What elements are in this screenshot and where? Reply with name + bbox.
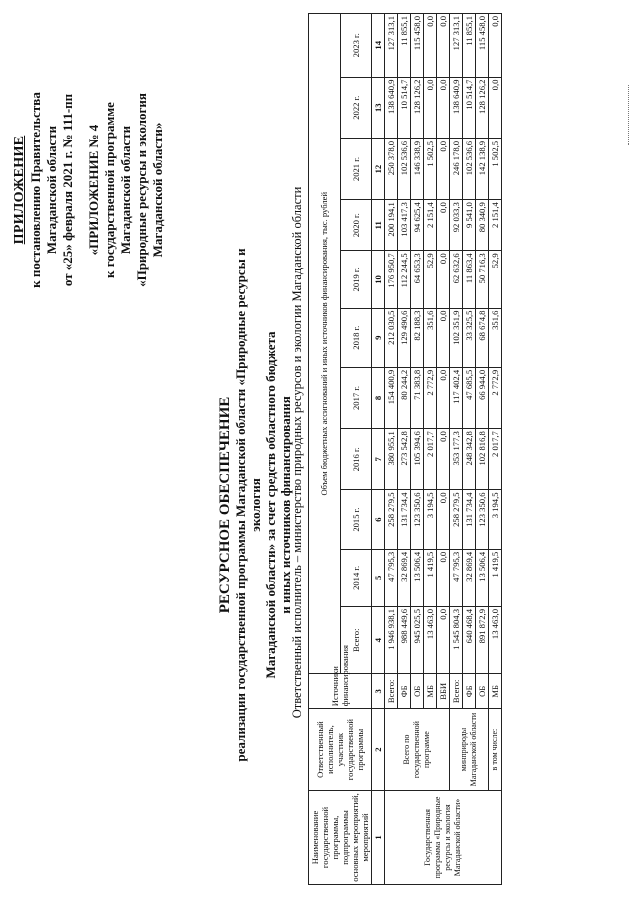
year-value-cell: 0,0: [437, 549, 450, 606]
column-number-row: [372, 14, 385, 885]
year-value-cell: 2 017,7: [424, 429, 437, 490]
title-line: Магаданской области» за счет средств областного бюджета: [263, 331, 278, 679]
year-value-cell: 47 685,5: [463, 367, 476, 428]
year-value-cell: 9 541,0: [463, 200, 476, 251]
total-cell: 891 872,9: [476, 607, 489, 674]
year-value-cell: 131 734,4: [463, 490, 476, 549]
header-year: 2019 г.: [340, 251, 372, 308]
appendix4-title: «ПРИЛОЖЕНИЕ № 4: [86, 124, 101, 256]
header-year: 2017 г.: [340, 367, 372, 428]
responsible-executor: Ответственный исполнитель – министерство природных ресурсов и экологии Магаданской области: [290, 186, 304, 719]
total-cell: 0,0: [437, 607, 450, 674]
source-cell: МБ: [489, 674, 502, 709]
column-number: 12: [372, 138, 385, 199]
header-volume: Объем бюджетных ассигнований и иных источников финансирования, тыс. рублей: [309, 14, 341, 674]
year-value-cell: 0,0: [489, 77, 502, 138]
column-number: 7: [372, 429, 385, 490]
year-value-cell: 154 400,9: [385, 367, 398, 428]
year-value-cell: 80 340,9: [476, 200, 489, 251]
year-value-cell: 102 536,6: [463, 138, 476, 199]
year-value-cell: 10 514,7: [398, 77, 411, 138]
column-number: 4: [372, 607, 385, 674]
year-value-cell: 273 542,8: [398, 429, 411, 490]
year-value-cell: 127 313,1: [385, 14, 398, 78]
year-value-cell: 0,0: [437, 138, 450, 199]
column-number: 13: [372, 77, 385, 138]
source-cell: МБ: [424, 674, 437, 709]
year-value-cell: 123 350,6: [476, 490, 489, 549]
decree-date-line: от «25» февраля 2021 г. № 111-пп: [60, 93, 75, 287]
column-number: 5: [372, 549, 385, 606]
year-value-cell: 138 640,9: [385, 77, 398, 138]
year-value-cell: 2 017,7: [489, 429, 502, 490]
header-year: 2015 г.: [340, 490, 372, 549]
year-value-cell: 128 126,2: [411, 77, 424, 138]
year-value-cell: 103 417,3: [398, 200, 411, 251]
year-value-cell: 0,0: [437, 429, 450, 490]
column-number: 6: [372, 490, 385, 549]
year-value-cell: 127 313,1: [450, 14, 463, 78]
year-value-cell: 13 506,4: [476, 549, 489, 606]
column-number: 1: [372, 790, 385, 884]
decree-line: к постановлению Правительства: [28, 92, 43, 288]
year-value-cell: 250 378,0: [385, 138, 398, 199]
appendix4-line: к государственной программе: [102, 102, 117, 278]
year-value-cell: 0,0: [424, 14, 437, 78]
group-incl-cell: в том числе:: [489, 709, 502, 791]
year-value-cell: 0,0: [437, 367, 450, 428]
source-cell: Всего:: [385, 674, 398, 709]
appendix4-line: Магаданской области»: [150, 122, 165, 258]
header-year: 2022 г.: [340, 77, 372, 138]
header-total: Всего:: [340, 607, 372, 674]
year-value-cell: 117 402,4: [450, 367, 463, 428]
year-value-cell: 102 816,8: [476, 429, 489, 490]
year-value-cell: 50 716,3: [476, 251, 489, 308]
year-value-cell: 123 350,6: [411, 490, 424, 549]
source-cell: ФБ: [463, 674, 476, 709]
year-value-cell: 94 625,4: [411, 200, 424, 251]
source-cell: ВБИ: [437, 674, 450, 709]
year-value-cell: 351,6: [489, 308, 502, 367]
year-value-cell: 11 863,4: [463, 251, 476, 308]
source-cell: Всего:: [450, 674, 463, 709]
column-number: 2: [372, 709, 385, 791]
table-row: [385, 14, 398, 885]
source-cell: ФБ: [398, 674, 411, 709]
year-value-cell: 32 869,4: [463, 549, 476, 606]
year-value-cell: 131 734,4: [398, 490, 411, 549]
year-value-cell: 47 795,3: [450, 549, 463, 606]
header-year: 2014 г.: [340, 549, 372, 606]
year-value-cell: 62 632,6: [450, 251, 463, 308]
year-value-cell: 258 279,5: [385, 490, 398, 549]
year-value-cell: 146 338,9: [411, 138, 424, 199]
year-value-cell: 10 514,7: [463, 77, 476, 138]
year-value-cell: 71 383,8: [411, 367, 424, 428]
total-cell: 988 449,6: [398, 607, 411, 674]
appendix4-line: Магаданской области: [118, 125, 133, 255]
year-value-cell: 3 194,5: [489, 490, 502, 549]
year-value-cell: 115 458,0: [411, 14, 424, 78]
column-number: 9: [372, 308, 385, 367]
column-number: 10: [372, 251, 385, 308]
year-value-cell: 1 502,5: [424, 138, 437, 199]
year-value-cell: 3 194,5: [424, 490, 437, 549]
year-value-cell: 176 950,7: [385, 251, 398, 308]
header-year: 2020 г.: [340, 200, 372, 251]
year-value-cell: 2 772,9: [489, 367, 502, 428]
year-value-cell: 0,0: [437, 251, 450, 308]
year-value-cell: 351,6: [424, 308, 437, 367]
header-executor: Ответственный исполнитель, участник государственной программы: [309, 709, 372, 791]
column-number: 3: [372, 674, 385, 709]
group-ministry-cell: минприроды Магаданской области: [450, 709, 489, 791]
year-value-cell: 1 502,5: [489, 138, 502, 199]
year-value-cell: 66 944,0: [476, 367, 489, 428]
year-value-cell: 246 178,0: [450, 138, 463, 199]
year-value-cell: 1 419,5: [424, 549, 437, 606]
total-cell: 1 946 938,1: [385, 607, 398, 674]
header-year: 2018 г.: [340, 308, 372, 367]
year-value-cell: 0,0: [437, 77, 450, 138]
year-value-cell: 11 855,1: [398, 14, 411, 78]
title-line: и иных источников финансирования: [278, 396, 293, 614]
year-value-cell: 1 419,5: [489, 549, 502, 606]
table-row: [450, 14, 463, 885]
decree-line: Магаданской области: [44, 125, 59, 255]
year-value-cell: 0,0: [489, 14, 502, 78]
source-cell: ОБ: [411, 674, 424, 709]
year-value-cell: 52,9: [489, 251, 502, 308]
year-value-cell: 0,0: [437, 200, 450, 251]
year-value-cell: 68 674,8: [476, 308, 489, 367]
total-cell: 13 463,0: [489, 607, 502, 674]
header-source: Источники финансирования: [309, 674, 372, 709]
total-cell: 945 025,5: [411, 607, 424, 674]
year-value-cell: 248 342,8: [463, 429, 476, 490]
title-line: реализации государственной программы Магаданской области «Природные ресурсы и экология: [233, 248, 263, 762]
year-value-cell: 2 151,4: [489, 200, 502, 251]
column-number: 8: [372, 367, 385, 428]
year-value-cell: 11 855,1: [463, 14, 476, 78]
year-value-cell: 200 194,1: [385, 200, 398, 251]
table-row: [489, 14, 502, 885]
year-value-cell: 258 279,5: [450, 490, 463, 549]
year-value-cell: 212 030,5: [385, 308, 398, 367]
year-value-cell: 82 188,3: [411, 308, 424, 367]
year-value-cell: 2 151,4: [424, 200, 437, 251]
group-total-cell: Всего по государственной программе: [385, 709, 450, 791]
title-main: РЕСУРСНОЕ ОБЕСПЕЧЕНИЕ: [217, 396, 233, 614]
footer-mark: [628, 85, 630, 145]
year-value-cell: 32 869,4: [398, 549, 411, 606]
year-value-cell: 0,0: [437, 14, 450, 78]
year-value-cell: 52,9: [424, 251, 437, 308]
year-value-cell: 129 490,6: [398, 308, 411, 367]
header-year: 2023 г.: [340, 14, 372, 78]
column-number: 14: [372, 14, 385, 78]
year-value-cell: 33 325,5: [463, 308, 476, 367]
year-value-cell: 353 177,3: [450, 429, 463, 490]
year-value-cell: 0,0: [424, 77, 437, 138]
year-value-cell: 380 955,1: [385, 429, 398, 490]
header-year: 2016 г.: [340, 429, 372, 490]
decree-header: [12, 60, 166, 320]
year-value-cell: 0,0: [437, 490, 450, 549]
header-year: 2021 г.: [340, 138, 372, 199]
document-title: [218, 225, 293, 785]
year-value-cell: 80 244,2: [398, 367, 411, 428]
program-name-cell: Государственная программа «Природные ресурсы и экология Магаданской области»: [385, 790, 502, 884]
total-cell: 640 468,4: [463, 607, 476, 674]
appendix4-line: «Природные ресурсы и экология: [134, 93, 149, 287]
year-value-cell: 112 244,5: [398, 251, 411, 308]
year-value-cell: 142 138,9: [476, 138, 489, 199]
appendix-title: ПРИЛОЖЕНИЕ: [12, 135, 27, 245]
source-cell: ОБ: [476, 674, 489, 709]
total-cell: 13 463,0: [424, 607, 437, 674]
year-value-cell: 138 640,9: [450, 77, 463, 138]
year-value-cell: 115 458,0: [476, 14, 489, 78]
year-value-cell: 102 536,6: [398, 138, 411, 199]
year-value-cell: 0,0: [437, 308, 450, 367]
year-value-cell: 92 033,3: [450, 200, 463, 251]
header-name: Наименование государственной программы, подпрограммы основных мероприятий, мероприятий: [309, 790, 372, 884]
year-value-cell: 13 506,4: [411, 549, 424, 606]
resource-table: [308, 13, 502, 885]
column-number: 11: [372, 200, 385, 251]
year-value-cell: 105 394,6: [411, 429, 424, 490]
total-cell: 1 545 804,3: [450, 607, 463, 674]
year-value-cell: 128 126,2: [476, 77, 489, 138]
year-value-cell: 102 351,9: [450, 308, 463, 367]
year-value-cell: 2 772,9: [424, 367, 437, 428]
year-value-cell: 47 795,3: [385, 549, 398, 606]
year-value-cell: 64 653,3: [411, 251, 424, 308]
